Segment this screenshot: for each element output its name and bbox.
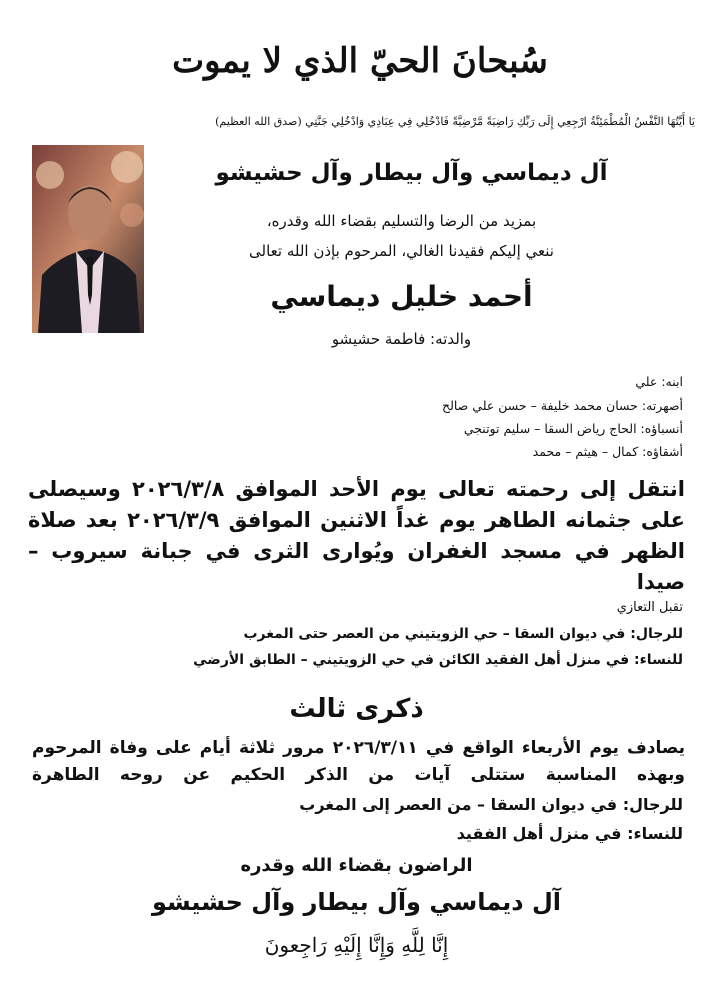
third-day-women: للنساء: في منزل أهل الفقيد — [456, 824, 683, 843]
families-heading: آل ديماسي وآل بيطار وآل حشيشو — [215, 160, 608, 186]
death-announcement: انتقل إلى رحمته تعالى يوم الأحد الموافق ٢٠٢٦/٣/٨ وسيصلى على جثمانه الطاهر يوم غداً الاثنين الموافق ٢٠٢٦/٣/٩ بعد صلاة الظهر في مسجد الغفران ويُوارى الثرى في جبانة سيروب – صيدا — [28, 477, 685, 594]
deceased-photo — [32, 145, 144, 333]
intro-line-1: بمزيد من الرضا والتسليم بقضاء الله وقدره، — [266, 212, 537, 230]
third-day-men: للرجال: في ديوان السقا – من العصر إلى المغرب — [299, 795, 683, 814]
content-line: الراضون بقضاء الله وقدره — [240, 855, 473, 876]
relative-line-brothers: أشقاؤه: كمال – هيثم – محمد — [532, 444, 683, 459]
relative-line-son: ابنه: علي — [635, 374, 683, 389]
closing-verse: إِنَّا لِلَّهِ وَإِنَّا إِلَيْهِ رَاجِعونَ — [264, 933, 449, 957]
quran-verse: يَا أَيَّتُهَا النَّفْسُ الْمُطْمَئِنَّةُ ارْجِعِي إِلَى رَبِّكِ رَاضِيَةً مَّرْضِيَّةً فَادْخُلِي فِي عِبَادِي وَادْخُلِي جَنَّتِي (صدق الله العظيم) — [215, 115, 695, 128]
condolences-title: تقبل التعازي — [616, 600, 683, 615]
relative-line-relatives: أنسباؤه: الحاج رياض السقا – سليم توتنجي — [463, 421, 683, 436]
condolences-men: للرجال: في ديوان السقا – حي الزويتيني من العصر حتى المغرب — [243, 626, 683, 642]
svg-text:سُبحانَ الحيّ الذي لا يموت: سُبحانَ الحيّ الذي لا يموت — [172, 41, 548, 81]
intro-line-2: ننعي إليكم فقيدنا الغالي، المرحوم بإذن الله تعالى — [249, 242, 554, 260]
relative-line-in-laws: أصهرته: حسان محمد خليفة – حسن علي صالح — [442, 398, 683, 413]
header-calligraphy — [150, 22, 570, 94]
mother-line: والدته: فاطمة حشيشو — [331, 330, 472, 348]
families-footer: آل ديماسي وآل بيطار وآل حشيشو — [151, 888, 562, 916]
third-day-title: ذكرى ثالث — [289, 694, 424, 724]
third-day-body: يصادف يوم الأربعاء الواقع في ٢٠٢٦/٣/١١ مرور ثلاثة أيام على وفاة المرحوم وبهذه المناسبة ستتلى آيات من الذكر الحكيم عن روحه الطاهرة — [32, 738, 685, 785]
condolences-women: للنساء: في منزل أهل الفقيد الكائن في حي الزويتيني – الطابق الأرضي — [193, 652, 683, 668]
deceased-name: أحمد خليل ديماسي — [270, 280, 533, 313]
